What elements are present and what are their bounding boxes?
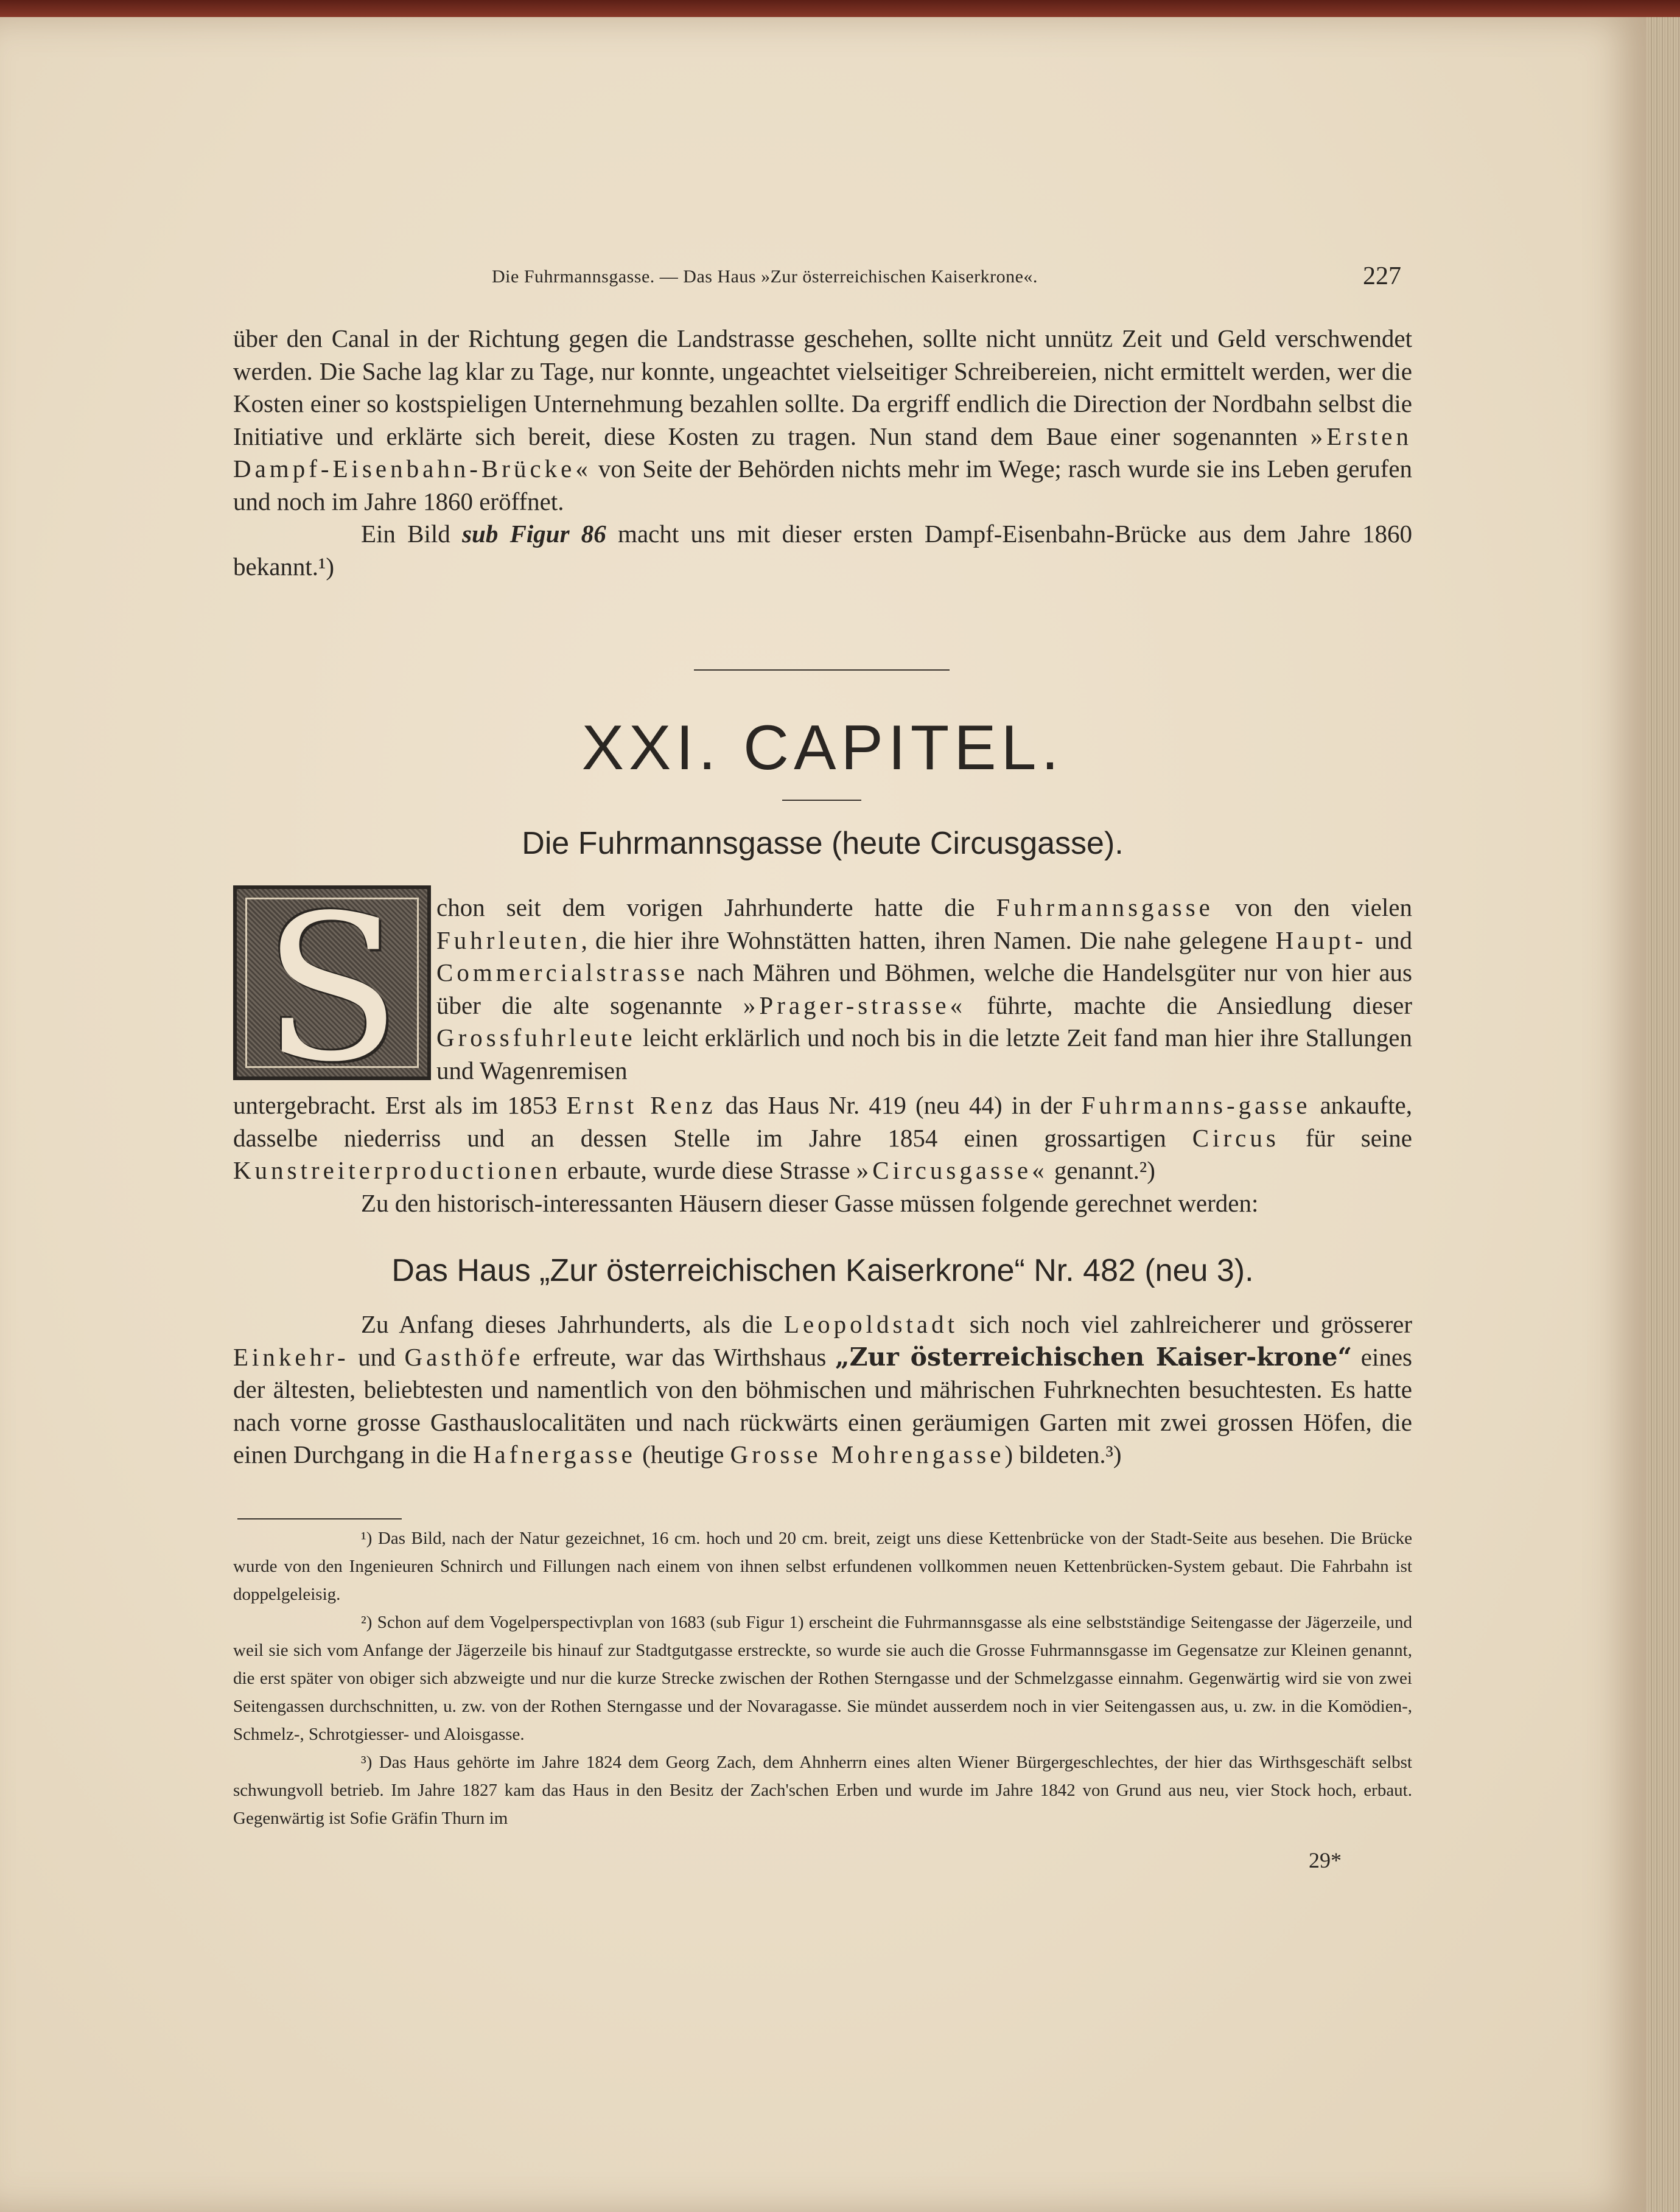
body-c-b: Ernst Renz (566, 1091, 716, 1119)
chapter-title: XXI. CAPITEL. (581, 713, 1064, 783)
body-paragraph-1-continued (233, 1089, 1412, 1187)
sec-k: (heutige (635, 1440, 730, 1468)
section-heading: Das Haus „Zur österreichischen Kaiserkrone“ Nr. 482 (neu 3). (391, 1253, 1254, 1288)
sec-e: und (349, 1342, 405, 1371)
intro-p2-end: macht uns mit dieser ersten Dampf-Eisenbahn-Brücke aus dem Jahre 1860 bekannt.¹) (233, 520, 1412, 581)
body-p1-f: Haupt- (1275, 926, 1367, 954)
body-p1-a: chon seit dem vorigen Jahrhunderte hatte die (436, 893, 996, 921)
running-head (233, 262, 1412, 298)
sec-g: erfreute, war das Wirthshaus (523, 1342, 835, 1371)
footnote-rule (237, 1518, 402, 1519)
dropcap-wrapped-text (436, 891, 1412, 1087)
sec-j: Hafnergasse (472, 1440, 636, 1468)
sec-b: Leopoldstadt (783, 1310, 958, 1338)
body-c-a: untergebracht. Erst als im 1853 (233, 1091, 567, 1119)
body-c-j: »Circusgasse« (856, 1156, 1048, 1184)
chapter-divider (782, 800, 861, 801)
body-p1-j: »Prager-strasse« (743, 991, 967, 1019)
body-c-e: ankaufte, dasselbe niederriss und an dessen Stelle im Jahre 1854 einen grossartigen (233, 1091, 1412, 1152)
sec-f: Gasthöfe (404, 1342, 524, 1371)
section-divider (694, 669, 950, 671)
section-text (233, 1308, 1412, 1471)
intro-bridge-name: »Ersten Dampf-Eisenbahn-Brücke« (233, 422, 1412, 483)
footnote-2: ²) Schon auf dem Vogelperspectivplan von 1683 (sub Figur 1) erscheint die Fuhrmannsgasse als eine selbstständige Seitengasse der Jägerzeile, und weil sie sich vom Anfange der Jägerzeile bis hinauf zur Stadtgutgasse erstreckte, so wurde sie auch die Grosse Fuhrmannsgasse im Gegensatze zur Kleinen genannt, die erst später von obiger sich abzweigte und nur die kurze Strecke zwischen der Rothen Sterngasse und der Schmelzgasse einnahm. Gegenwärtig wird sie von zwei Seitengassen durchschnitten, u. zw. von der Rothen Sterngasse und der Novaragasse. Sie mündet ausserdem noch in vier Seitengassen aus, u. zw. in die Komödien-, Schmelz-, Schrotgiesser- und Aloisgasse. (233, 1613, 1412, 1744)
body-c-f: Circus (1192, 1123, 1279, 1152)
footnotes (233, 1524, 1412, 1832)
sec-l: Grosse Mohrengasse (730, 1440, 1005, 1468)
intro-text (233, 323, 1412, 583)
section-paragraph (233, 1308, 1412, 1471)
sec-c: sich noch viel zahlreicherer und grösserer (958, 1310, 1413, 1338)
body-p1-b: Fuhrmannsgasse (996, 893, 1214, 921)
footnote-1: ¹) Das Bild, nach der Natur gezeichnet, 16 cm. hoch und 20 cm. breit, zeigt uns diese Kettenbrücke von der Stadt-Seite aus besehen. Die Brücke wurde von den Ingenieuren Schnirch und Fillungen nach einem von ihnen selbst erfundenen vollkommen neuen Kettenbrücken-System gebaut. Die Fahrbahn ist doppelgeleisig. (233, 1529, 1412, 1604)
intro-paragraph-1 (233, 323, 1412, 518)
body-p1-l: Grossfuhrleute (436, 1024, 636, 1052)
intro-p2-start: Ein Bild (361, 520, 463, 548)
body-p1-g: und (1367, 926, 1412, 954)
intro-p1-text: über den Canal in der Richtung gegen die Landstrasse geschehen, sollte nicht unnütz Zeit und Geld verschwendet werden. Die Sache lag klar zu Tage, nur konnte, ungeachtet vielseitiger Schreibereien, nicht ermittelt werden, wer die Kosten einer so kostspieligen Unternehmung bezahlen sollte. Da ergriff endlich die Direction der Nordbahn selbst die Initiative und erklärte sich bereit, diese Kosten zu tragen. Nun stand dem Baue einer sogenannten (233, 324, 1412, 450)
figure-reference: sub Figur 86 (462, 520, 606, 548)
signature-mark: 29* (1309, 1848, 1342, 1872)
sec-inn-name: „Zur österreichischen Kaiser-krone“ (835, 1342, 1353, 1372)
drop-cap-letter: S (263, 872, 401, 1106)
body-c-k: genannt.²) (1048, 1156, 1155, 1184)
body-paragraph-2: Zu den historisch-interessanten Häusern dieser Gasse müssen folgende gerechnet werden: (361, 1188, 1259, 1217)
sec-i: eines der ältesten, beliebtesten und namentlich von den böhmischen und mährischen Fuhrknechten besuchtesten. Es hatte nach vorne grosse Gasthauslocalitäten und nach rückwärts einen geräumigen Garten mit zwei grossen Höfen, die einen Durchgang in die (233, 1342, 1413, 1468)
body-c-c: das Haus Nr. 419 (neu 44) in der (716, 1091, 1082, 1119)
body-p1-e: , die hier ihre Wohnstätten hatten, ihren Namen. Die nahe gelegene (581, 926, 1276, 954)
body-continued (233, 1089, 1412, 1219)
body-p1-k: führte, machte die Ansiedlung dieser (966, 991, 1412, 1019)
page-number: 227 (1363, 262, 1401, 290)
body-c-d: Fuhrmanns-gasse (1081, 1091, 1311, 1119)
intro-paragraph-2 (233, 518, 1412, 583)
body-c-h: Kunstreiterproductionen (233, 1156, 561, 1184)
body-p1-d: Fuhrleuten (436, 926, 581, 954)
body-paragraph-1 (436, 891, 1412, 1087)
chapter-subtitle: Die Fuhrmannsgasse (heute Circusgasse). (522, 826, 1124, 861)
sec-d: Einkehr- (233, 1342, 349, 1371)
intro-p1-end: von Seite der Behörden nichts mehr im Wege; rasch wurde sie ins Leben gerufen und noch im Jahre 1860 eröffnet. (233, 455, 1412, 515)
sec-m: ) bildeten.³) (1004, 1440, 1122, 1468)
footnote-3: ³) Das Haus gehörte im Jahre 1824 dem Georg Zach, dem Ahnherrn eines alten Wiener Bürgergeschlechtes, der hier das Wirthsgeschäft selbst schwungvoll betrieb. Im Jahre 1827 kam das Haus in den Besitz der Zach'schen Erben und wurde im Jahre 1842 von Grund aus neu, vier Stock hoch, erbaut. Gegenwärtig ist Sofie Gräfin Thurn im (233, 1753, 1412, 1828)
top-binding-band (0, 0, 1680, 18)
body-p1-c: von den vielen (1213, 893, 1412, 921)
page-edges (1647, 17, 1680, 2212)
body-p1-i: nach Mähren und Böhmen, welche die Handelsgüter nur von hier aus über die alte sogenannte (436, 958, 1412, 1019)
running-head-title: Die Fuhrmannsgasse. — Das Haus »Zur österreichischen Kaiserkrone«. (492, 267, 1038, 287)
body-c-g: für seine (1279, 1123, 1412, 1152)
sec-a: Zu Anfang dieses Jahrhunderts, als die (361, 1310, 784, 1338)
body-p1-h: Commercialstrasse (436, 958, 688, 986)
body-p1-m: leicht erklärlich und noch bis in die letzte Zeit fand man hier ihre Stallungen und Wagenremisen (436, 1024, 1412, 1084)
body-c-i: erbaute, wurde diese Strasse (561, 1156, 856, 1184)
drop-cap-ornament (233, 872, 431, 1106)
